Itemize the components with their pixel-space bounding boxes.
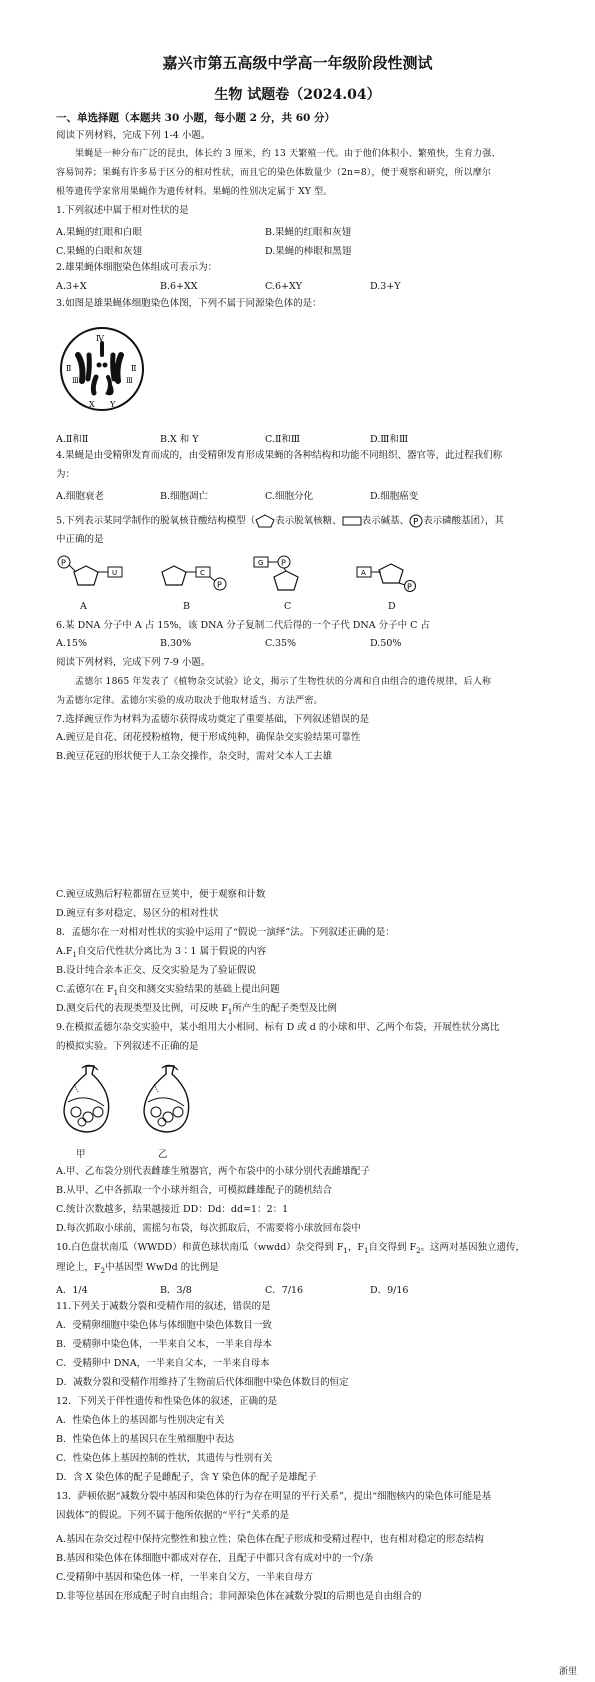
fig-label-x: X [89,400,95,409]
q5-stem-part4: 表示磷酸基团），其 [423,515,504,527]
q10-option-a: A．1/4 [56,1285,88,1296]
q10-option-b: B．3/8 [160,1285,192,1296]
q11-option-c: C．受精卵中 DNA，一半来自父本，一半来自母本 [56,1358,270,1369]
svg-text:P: P [407,582,412,592]
q1-option-a: A.果蝇的红眼和白眼 [56,227,142,238]
q8-option-d: D.测交后代的表现类型及比例，可反映 $F_1$所产生的配子类型及比例 [56,1003,337,1016]
exam-subtitle: 生物 试题卷（2024.04） [214,87,381,103]
reading1-passage-line2: 容易饲养；果蝇有许多易于区分的相对性状，而且它的染色体数量少（2n=8），便于观察和研究，所以摩尔 [56,168,492,178]
svg-text:A: A [361,569,366,577]
q4-stem-line1: 4.果蝇是由受精卵发育而成的，由受精卵发育形成果蝇的各种结构和功能不同组织、器官等，此过程我们称 [56,450,503,461]
q4-option-b: B.细胞凋亡 [160,491,209,502]
q2-stem: 2.雄果蝇体细胞染色体组成可表示为： [56,262,218,273]
q6-stem: 6.某 DNA 分子中 A 占 15%，该 DNA 分子复制二代后得的一个子代 DNA 分子中 C 占 [56,620,430,631]
q11-stem: 11.下列关于减数分裂和受精作用的叙述，错误的是 [56,1301,271,1312]
q5-option-b: B [183,601,190,612]
chromosome-ii-right [117,355,121,381]
q9-option-d: D.每次抓取小球前，需摇匀布袋，每次抓取后，不需要将小球放回布袋中 [56,1223,361,1234]
q11-option-d: D．减数分裂和受精作用维持了生物前后代体细胞中染色体数目的恒定 [56,1377,349,1388]
reading1-passage-line1: 果蝇是一种分布广泛的昆虫，体长约 3 厘米，约 13 天繁殖一代。由于他们体积小、繁殖快，生育力强、 [75,149,501,159]
q7-stem: 7.选择豌豆作为材料为孟德尔获得成功奠定了重要基础，下列叙述错误的是 [56,714,370,725]
q2-option-b: B.6+XX [160,281,198,292]
q8-option-c: C.孟德尔在 $F_1$自交和测交实验结果的基础上提出问题 [56,984,280,997]
q13-option-c: C.受精卵中基因和染色体一样，一半来自父方，一半来自母方 [56,1572,313,1583]
fig-label-iv: Ⅳ [96,334,104,343]
fig-label-ii-left: Ⅱ [66,364,72,373]
q3-stem: 3.如图是雄果蝇体细胞染色体图，下列不属于同源染色体的是： [56,298,322,309]
q5-stem-part3: 表示碱基、 [361,515,410,527]
bag-yi-figure [138,1062,198,1142]
q10-stem-line1: 10.白色盘状南瓜（WWDD）和黄色球状南瓜（wwdd）杂交得到 $F_1$，$F_1$自交得到 $F_2$。这两对基因独立遗传， [56,1242,526,1255]
q4-stem-line2: 为： [56,469,76,480]
q3-option-d: D.Ⅲ和Ⅲ [370,434,409,445]
q6-option-d: D.50% [370,638,402,649]
reading1-intro: 阅读下列材料，完成下列 1-4 小题。 [56,130,211,141]
q12-option-b: B．性染色体上的基因只在生殖细胞中表达 [56,1434,234,1445]
q1-stem: 1.下列叙述中属于相对性状的是 [56,205,189,216]
q3-option-c: C.Ⅱ和Ⅲ [265,434,301,445]
q5-stem-part1: 5.下列表示某同学制作的脱氧核苷酸结构模型（ [56,515,256,527]
q13-option-d: D.非等位基因在形成配子时自由组合；非同源染色体在减数分裂Ⅰ的后期也是自由组合的 [56,1591,422,1602]
q5-stem-part2: 表示脱氧核糖、 [275,515,342,527]
chromosome-dot-2 [103,363,108,368]
bag-yi-label: 乙 [158,1149,168,1160]
q10-stem-line2: 理论上，$F_2$中基因型 WwDd 的比例是 [56,1262,219,1275]
q13-option-b: B.基因和染色体在体细胞中都成对存在，且配子中都只含有成对中的一个/条 [56,1553,374,1564]
nucleotide-model-c [252,552,322,592]
corner-watermark-text: 浙里 [558,1667,577,1677]
bag-jia-label: 甲 [76,1149,86,1160]
q9-option-b: B.从甲、乙中各抓取一个小球并组合，可模拟雌雄配子的随机结合 [56,1185,333,1196]
q5-option-d: D [388,601,396,612]
q5-option-a: A [80,601,87,612]
bag-jia-figure [58,1062,118,1142]
q3-option-a: A.Ⅱ和Ⅱ [56,434,89,445]
q7-option-c: C.豌豆成熟后籽粒都留在豆荚中，便于观察和计数 [56,889,266,900]
q8-stem: 8．孟德尔在一对相对性状的实验中运用了“假说一演绎”法。下列叙述正确的是： [56,927,395,938]
q6-option-a: A.15% [56,638,87,649]
q5-stem-line2: 中正确的是 [56,534,104,545]
q9-option-a: A.甲、乙布袋分别代表雌雄生殖器官，两个布袋中的小球分别代表雌雄配子 [56,1166,370,1177]
chromosome-iii-left [88,355,89,379]
reading2-intro: 阅读下列材料，完成下列 7-9 小题。 [56,657,211,668]
reading2-passage-line2: 为孟德尔定律。孟德尔实验的成功取决于他取材适当、方法严密。 [56,696,323,706]
q9-stem-line2: 的模拟实验。下列叙述不正确的是 [56,1041,199,1052]
nucleotide-model-b [162,552,232,592]
reading1-passage-line3: 根等遗传学家常用果蝇作为遗传材料。果蝇的性别决定属于 XY 型。 [56,187,333,197]
section-heading: 一、单选择题（本题共 30 小题，每小题 2 分，共 60 分） [56,112,335,124]
q5-option-c: C [284,601,292,612]
phosphate-circle-icon [409,514,423,528]
reading2-passage-line1: 孟德尔 1865 年发表了《植物杂交试验》论文，揭示了生物性状的分离和自由组合的遗传规律，后人称 [75,677,492,687]
chromosome-dot-1 [97,363,102,368]
q3-option-b: B.X 和 Y [160,434,199,445]
chromosome-x [93,377,96,393]
svg-text:U: U [112,569,118,577]
nucleotide-model-d [355,552,425,592]
svg-text:G: G [258,559,264,567]
q7-option-a: A.豌豆是自花、闭花授粉植物，便于形成纯种，确保杂交实验结果可靠性 [56,732,361,743]
chromosome-y [108,377,112,393]
q9-option-c: C.统计次数越多，结果越接近 DD：Dd：dd=1：2：1 [56,1204,289,1215]
q12-option-a: A．性染色体上的基因都与性别决定有关 [56,1415,225,1426]
nucleotide-model-a [56,552,126,592]
q13-stem-line2: 因载体”的假说。下列不属于他所依据的“平行”关系的是 [56,1510,290,1521]
chromosome-figure [58,325,148,417]
q10-option-c: C．7/16 [265,1285,304,1296]
chromosome-iii-right [113,355,114,379]
svg-text:C: C [200,569,205,577]
pentagon-icon [255,514,275,528]
q8-option-b: B.设计纯合亲本正交、反交实验是为了验证假说 [56,965,257,976]
svg-text:P: P [217,580,222,590]
q5-stem-line1 [56,514,552,528]
q7-option-d: D.豌豆有多对稳定、易区分的相对性状 [56,908,219,919]
rectangle-icon [342,516,362,526]
q4-option-d: D.细胞癌变 [370,491,419,502]
q9-stem-line1: 9.在模拟孟德尔杂交实验中，某小组用大小相同、标有 D 或 d 的小球和甲、乙两个布袋，开展性状分离比 [56,1022,500,1033]
q13-option-a: A.基因在杂交过程中保持完整性和独立性；染色体在配子形成和受精过程中，也有相对稳定的形态结构 [56,1534,484,1545]
exam-title: 嘉兴市第五高级中学高一年级阶段性测试 [162,54,433,72]
fig-label-ii-right: Ⅱ [131,364,137,373]
q13-stem-line1: 13．萨顿依据“减数分裂中基因和染色体的行为存在明显的平行关系”，提出“细胞核内的染色体可能是基 [56,1491,492,1502]
svg-text:P: P [61,558,66,568]
q1-option-c: C.果蝇的白眼和灰翅 [56,246,142,257]
fig-label-y: Y [110,400,116,409]
q6-option-b: B.30% [160,638,192,649]
q1-option-b: B.果蝇的红眼和灰翅 [265,227,352,238]
fig-label-iii-right: Ⅲ [126,377,133,385]
q7-option-b: B.豌豆花冠的形状便于人工杂交操作，杂交时，需对父本人工去雄 [56,751,333,762]
q1-option-d: D.果蝇的棒眼和黑翅 [265,246,352,257]
svg-text:P: P [413,517,419,528]
q10-option-d: D．9/16 [370,1285,409,1296]
q2-option-c: C.6+XY [265,281,302,292]
q2-option-d: D.3+Y [370,281,401,292]
svg-text:P: P [281,558,286,568]
q12-stem: 12．下列关于伴性遗传和性染色体的叙述，正确的是 [56,1396,278,1407]
q4-option-a: A.细胞衰老 [56,491,104,502]
q4-option-c: C.细胞分化 [265,491,313,502]
q6-option-c: C.35% [265,638,297,649]
q2-option-a: A.3+X [56,281,87,292]
q8-option-a: $A.F_1$自交后代性状分离比为 3∶1 属于假说的内容 [56,946,267,959]
q11-option-b: B．受精卵中染色体，一半来自父本，一半来自母本 [56,1339,272,1350]
fig-label-iii-left: Ⅲ [72,377,79,385]
q12-option-c: C．性染色体上基因控制的性状，其遗传与性别有关 [56,1453,273,1464]
q11-option-a: A．受精卵细胞中染色体与体细胞中染色体数目一致 [56,1320,272,1331]
q12-option-d: D．含 X 染色体的配子是雌配子，含 Y 染色体的配子是雄配子 [56,1472,317,1483]
